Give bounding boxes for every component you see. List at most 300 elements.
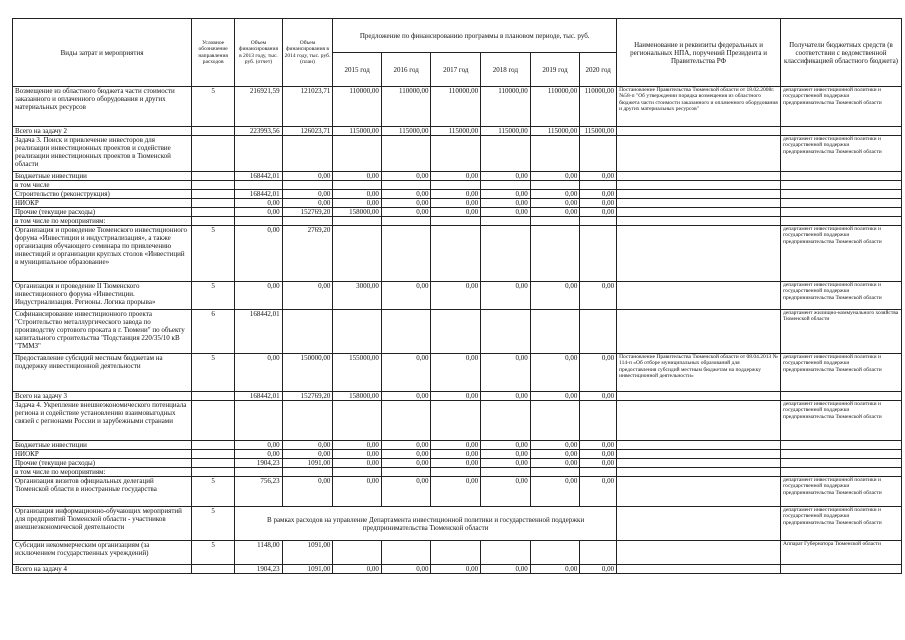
row-recipient: [781, 217, 902, 226]
value-year: 0,00: [530, 477, 580, 507]
value-year: 110000,00: [431, 87, 481, 127]
value-year: [481, 217, 531, 226]
value-year: 0,00: [431, 354, 481, 392]
row-recipient: [781, 441, 902, 450]
value-year: 0,00: [431, 282, 481, 310]
table-body: [13, 87, 902, 574]
value-year: 0,00: [481, 190, 531, 199]
row-code: [192, 468, 235, 477]
value-year: [333, 468, 382, 477]
value-year: [381, 136, 431, 172]
row-recipient: [781, 190, 902, 199]
value-year: [333, 136, 382, 172]
value-year: 0,00: [381, 282, 431, 310]
value-year: 158000,00: [333, 392, 382, 401]
value-year: 0,00: [580, 199, 617, 208]
value-year: [530, 136, 580, 172]
value-year: 0,00: [530, 172, 580, 181]
row-label: Всего на задачу 3: [13, 392, 192, 401]
row-npa: [617, 392, 781, 401]
value-2014: 0,00: [282, 441, 333, 450]
value-2014: [282, 401, 333, 441]
value-year: 0,00: [481, 282, 531, 310]
row-code: [192, 172, 235, 181]
value-2014: 0,00: [282, 282, 333, 310]
row-label: Прочие (текущие расходы): [13, 459, 192, 468]
value-year: 0,00: [381, 477, 431, 507]
row-recipient: [781, 181, 902, 190]
value-2014: 0,00: [282, 450, 333, 459]
value-year: 0,00: [333, 172, 382, 181]
row-npa: [617, 181, 781, 190]
value-year: 0,00: [431, 477, 481, 507]
row-code: [192, 136, 235, 172]
value-2013: 168442,01: [235, 392, 282, 401]
value-year: 0,00: [530, 459, 580, 468]
value-year: [580, 468, 617, 477]
value-2014: 1091,00: [282, 459, 333, 468]
row-recipient: департамент инвестиционной политики и государственной поддержки предпринимательства Тюменской области: [781, 401, 902, 441]
value-year: [431, 136, 481, 172]
row-npa: [617, 441, 781, 450]
row-code: 5: [192, 477, 235, 507]
table-row: [13, 541, 902, 565]
header-kind: Виды затрат и мероприятия: [13, 19, 192, 87]
value-year: [381, 181, 431, 190]
row-npa: [617, 507, 781, 541]
value-year: [530, 541, 580, 565]
row-code: [192, 181, 235, 190]
row-label: Организация информационно-обучающих мероприятий для предприятий Тюменской области - участников внешнеэкономической деятельности: [13, 507, 192, 541]
row-code: [192, 127, 235, 136]
budget-table: [12, 18, 902, 574]
value-2014: 152769,20: [282, 392, 333, 401]
value-year: [481, 226, 531, 282]
row-label: Всего на задачу 2: [13, 127, 192, 136]
value-2014: 152769,20: [282, 208, 333, 217]
row-npa: [617, 217, 781, 226]
row-recipient: [781, 565, 902, 574]
header-code: Условное обозначение направления расходов: [192, 19, 235, 87]
table-row: [13, 565, 902, 574]
row-recipient: [781, 208, 902, 217]
table-row: [13, 199, 902, 208]
value-2013: [235, 181, 282, 190]
value-2014: 1091,00: [282, 541, 333, 565]
row-code: 5: [192, 541, 235, 565]
value-year: 0,00: [333, 199, 382, 208]
value-year: [333, 541, 382, 565]
row-npa: [617, 450, 781, 459]
value-year: 115000,00: [481, 127, 531, 136]
value-year: 0,00: [381, 172, 431, 181]
value-year: [580, 310, 617, 354]
value-2013: 0,00: [235, 441, 282, 450]
value-year: 0,00: [580, 208, 617, 217]
row-label: Организация и проведение Тюменского инвестиционного форума «Инвестиции и индустриализация», а также организация обучающего семинара по привлечению инвестиций и организации круглых столов «Инвестиций в муниципальное образование»: [13, 226, 192, 282]
value-2014: 150000,00: [282, 354, 333, 392]
value-year: 0,00: [580, 459, 617, 468]
header-fin-2014: Объем финансирования в 2014 году, тыс. руб. (план): [282, 19, 333, 87]
row-code: [192, 190, 235, 199]
value-year: 158000,00: [333, 208, 382, 217]
row-npa: [617, 565, 781, 574]
row-npa: [617, 208, 781, 217]
row-npa: Постановление Правительства Тюменской области от 08.04.2013 № 114-п «Об отборе муниципальных образований для предоставления субсидий местным бюджетам на поддержку инвестиционной деятельности»: [617, 354, 781, 392]
row-npa: [617, 541, 781, 565]
row-code: [192, 401, 235, 441]
value-year: 0,00: [431, 208, 481, 217]
row-code: [192, 208, 235, 217]
row-label: Субсидии некоммерческим организациям (за исключением государственных учреждений): [13, 541, 192, 565]
value-year: 0,00: [333, 565, 382, 574]
row-npa: Постановление Правительства Тюменской области от 18.02.2008г. №58-п "Об утверждении порядка возмещения из областного бюджета части стоимости заказанного и оплаченного оборудования и других материальных ресурсов": [617, 87, 781, 127]
row-code: 5: [192, 282, 235, 310]
row-recipient: [781, 127, 902, 136]
row-label: Задача 3. Поиск и привлечение инвесторов для реализации инвестиционных проектов и содействие реализации инвестиционных проектов в Тюменской области: [13, 136, 192, 172]
value-year: [431, 217, 481, 226]
table-row: [13, 136, 902, 172]
value-year: [481, 310, 531, 354]
value-year: 115000,00: [381, 127, 431, 136]
value-2014: 0,00: [282, 190, 333, 199]
value-year: [530, 181, 580, 190]
row-recipient: департамент инвестиционной политики и государственной поддержки предпринимательства Тюменской области: [781, 226, 902, 282]
value-year: [381, 401, 431, 441]
value-year: [481, 541, 531, 565]
row-label: Возмещение из областного бюджета части стоимости заказанного и оплаченного оборудования и других материальных ресурсов: [13, 87, 192, 127]
header-year: 2018 год: [481, 53, 531, 87]
value-2014: [282, 468, 333, 477]
value-year: [381, 217, 431, 226]
value-2013: 0,00: [235, 450, 282, 459]
value-year: 0,00: [580, 354, 617, 392]
row-npa: [617, 199, 781, 208]
header-year: 2019 год: [530, 53, 580, 87]
value-2013: [235, 468, 282, 477]
row-recipient: департамент инвестиционной политики и государственной поддержки предпринимательства Тюменской области: [781, 87, 902, 127]
value-year: 110000,00: [530, 87, 580, 127]
header-fin-2013: Объем финансирования в 2013 году, тыс. руб. (отчет): [235, 19, 282, 87]
value-2013: 216921,59: [235, 87, 282, 127]
row-code: 5: [192, 354, 235, 392]
row-recipient: департамент инвестиционной политики и государственной поддержки предпринимательства Тюменской области: [781, 136, 902, 172]
value-year: 0,00: [580, 392, 617, 401]
value-year: 0,00: [530, 354, 580, 392]
row-recipient: департамент жилищно-коммунального хозяйства Тюменской области: [781, 310, 902, 354]
row-recipient: [781, 468, 902, 477]
value-year: 0,00: [381, 208, 431, 217]
value-year: 0,00: [431, 190, 481, 199]
value-year: [580, 226, 617, 282]
value-2014: 1091,00: [282, 565, 333, 574]
value-year: 0,00: [580, 190, 617, 199]
row-recipient: департамент инвестиционной политики и государственной поддержки предпринимательства Тюменской области: [781, 507, 902, 541]
value-year: 110000,00: [580, 87, 617, 127]
value-year: 0,00: [381, 190, 431, 199]
row-code: [192, 199, 235, 208]
value-year: [481, 181, 531, 190]
value-year: 0,00: [431, 392, 481, 401]
header-recipient: Получатели бюджетных средств (в соответствии с ведомственной классификацией областного бюджета): [781, 19, 902, 87]
value-year: 0,00: [580, 282, 617, 310]
value-2013: [235, 136, 282, 172]
value-year: 0,00: [431, 172, 481, 181]
value-year: [580, 181, 617, 190]
value-2013: 1148,00: [235, 541, 282, 565]
value-2013: [235, 217, 282, 226]
value-year: [333, 181, 382, 190]
value-year: 0,00: [481, 208, 531, 217]
row-label: в том числе по мероприятиям:: [13, 217, 192, 226]
value-year: [530, 401, 580, 441]
value-year: 0,00: [381, 565, 431, 574]
row-label: Задача 4. Укрепление внешнеэкономического потенциала региона и содействие установлению взаимовыгодных связей с регионами России и зарубежными странами: [13, 401, 192, 441]
header-proposals: Предложение по финансированию программы в плановом периоде, тыс. руб.: [333, 19, 617, 53]
value-year: 0,00: [381, 354, 431, 392]
value-year: 0,00: [530, 392, 580, 401]
value-2013: [235, 401, 282, 441]
row-code: 5: [192, 87, 235, 127]
header-year: 2015 год: [333, 53, 382, 87]
value-year: 0,00: [481, 172, 531, 181]
value-year: 0,00: [580, 477, 617, 507]
value-year: [381, 541, 431, 565]
row-recipient: [781, 450, 902, 459]
row-code: [192, 217, 235, 226]
table-row: [13, 450, 902, 459]
value-year: [580, 136, 617, 172]
value-year: [431, 226, 481, 282]
value-year: 0,00: [530, 450, 580, 459]
row-recipient: [781, 392, 902, 401]
value-year: 0,00: [431, 459, 481, 468]
value-year: 0,00: [431, 199, 481, 208]
value-year: 0,00: [333, 450, 382, 459]
value-year: [580, 541, 617, 565]
table-row: [13, 181, 902, 190]
row-recipient: департамент инвестиционной политики и государственной поддержки предпринимательства Тюменской области: [781, 282, 902, 310]
table-row: [13, 208, 902, 217]
value-year: [481, 468, 531, 477]
table-row: [13, 310, 902, 354]
row-label: Бюджетные инвестиции: [13, 441, 192, 450]
value-year: [381, 310, 431, 354]
table-row: [13, 392, 902, 401]
row-label: Бюджетные инвестиции: [13, 172, 192, 181]
row-npa: [617, 459, 781, 468]
table-row: [13, 217, 902, 226]
value-year: 0,00: [530, 208, 580, 217]
row-npa: [617, 310, 781, 354]
value-2013: 0,00: [235, 282, 282, 310]
table-row: [13, 477, 902, 507]
row-code: [192, 565, 235, 574]
row-label: Предоставление субсидий местным бюджетам на поддержку инвестиционной деятельности: [13, 354, 192, 392]
value-year: 0,00: [481, 477, 531, 507]
value-year: [431, 468, 481, 477]
row-label: Софинансирование инвестиционного проекта "Строительство металлургического завода по производству сортового проката в г. Тюмени" по объекту капитального строительства "Подстанция 220/35/10 кВ "ТММЗ": [13, 310, 192, 354]
value-year: [333, 310, 382, 354]
value-year: [333, 226, 382, 282]
value-year: 0,00: [381, 459, 431, 468]
header-year: 2016 год: [381, 53, 431, 87]
value-2014: 0,00: [282, 172, 333, 181]
value-year: [431, 541, 481, 565]
value-year: [431, 401, 481, 441]
value-year: 0,00: [381, 450, 431, 459]
value-year: [381, 468, 431, 477]
value-year: 3000,00: [333, 282, 382, 310]
value-2013: 1904,23: [235, 459, 282, 468]
table-row: [13, 127, 902, 136]
value-year: 110000,00: [333, 87, 382, 127]
value-2013: 0,00: [235, 354, 282, 392]
header-year: 2017 год: [431, 53, 481, 87]
value-year: [530, 217, 580, 226]
row-label: Всего на задачу 4: [13, 565, 192, 574]
value-2014: [282, 310, 333, 354]
header-npa: Наименование и реквизиты федеральных и региональных НПА, поручений Президента и Правительства РФ: [617, 19, 781, 87]
row-npa: [617, 190, 781, 199]
value-2013: 0,00: [235, 208, 282, 217]
table-row: [13, 282, 902, 310]
value-year: [481, 136, 531, 172]
row-code: [192, 441, 235, 450]
value-year: 0,00: [481, 199, 531, 208]
value-year: [530, 310, 580, 354]
table-row: [13, 172, 902, 181]
value-year: 0,00: [530, 565, 580, 574]
value-2013: 223993,56: [235, 127, 282, 136]
row-label: Организация визитов официальных делегаций Тюменской области в иностранные государства: [13, 477, 192, 507]
value-year: 0,00: [381, 392, 431, 401]
value-year: 110000,00: [481, 87, 531, 127]
row-label: Организация и проведение II Тюменского инвестиционного форума «Инвестиции. Индустриализация. Регионы. Логика прорыва»: [13, 282, 192, 310]
value-year: [431, 181, 481, 190]
value-year: [481, 401, 531, 441]
value-year: 0,00: [530, 199, 580, 208]
row-code: 5: [192, 226, 235, 282]
row-npa: [617, 401, 781, 441]
value-year: 0,00: [333, 441, 382, 450]
merged-note: В рамках расходов на управление Департамента инвестиционной политики и государственной поддержки предпринимательства Тюменской области: [235, 507, 617, 541]
value-year: 0,00: [381, 199, 431, 208]
value-year: [530, 226, 580, 282]
row-recipient: департамент инвестиционной политики и государственной поддержки предпринимательства Тюменской области: [781, 477, 902, 507]
value-year: [333, 217, 382, 226]
row-recipient: департамент инвестиционной политики и государственной поддержки предпринимательства Тюменской области: [781, 354, 902, 392]
table-row: [13, 190, 902, 199]
value-year: 0,00: [580, 565, 617, 574]
value-year: 0,00: [431, 565, 481, 574]
row-code: [192, 450, 235, 459]
value-year: 0,00: [580, 450, 617, 459]
row-npa: [617, 477, 781, 507]
value-year: 155000,00: [333, 354, 382, 392]
value-2013: 0,00: [235, 199, 282, 208]
value-year: 115000,00: [580, 127, 617, 136]
table-row: [13, 459, 902, 468]
value-year: 0,00: [530, 190, 580, 199]
value-2014: [282, 136, 333, 172]
value-year: 0,00: [431, 441, 481, 450]
value-2013: 0,00: [235, 226, 282, 282]
table-row: [13, 507, 902, 541]
row-npa: [617, 282, 781, 310]
value-2013: 168442,01: [235, 172, 282, 181]
value-year: [580, 401, 617, 441]
value-year: 0,00: [481, 392, 531, 401]
value-2014: 0,00: [282, 477, 333, 507]
value-year: 0,00: [481, 459, 531, 468]
value-year: 0,00: [580, 441, 617, 450]
table-row: [13, 468, 902, 477]
row-npa: [617, 136, 781, 172]
row-npa: [617, 127, 781, 136]
row-npa: [617, 468, 781, 477]
value-2014: 126023,71: [282, 127, 333, 136]
row-label: Строительство (реконструкция): [13, 190, 192, 199]
value-year: 115000,00: [530, 127, 580, 136]
value-2014: [282, 217, 333, 226]
value-year: 115000,00: [333, 127, 382, 136]
value-2014: 0,00: [282, 199, 333, 208]
value-2013: 168442,01: [235, 310, 282, 354]
value-2013: 756,23: [235, 477, 282, 507]
value-year: [381, 226, 431, 282]
value-year: 110000,00: [381, 87, 431, 127]
value-year: 0,00: [530, 441, 580, 450]
value-year: [530, 468, 580, 477]
value-year: 0,00: [481, 450, 531, 459]
value-2013: 168442,01: [235, 190, 282, 199]
value-year: [580, 217, 617, 226]
value-year: 0,00: [481, 565, 531, 574]
table-row: [13, 401, 902, 441]
value-year: 0,00: [481, 354, 531, 392]
row-label: НИОКР: [13, 450, 192, 459]
table-row: [13, 226, 902, 282]
value-year: 0,00: [530, 282, 580, 310]
row-recipient: [781, 172, 902, 181]
header-year: 2020 год: [580, 53, 617, 87]
row-label: в том числе по мероприятиям:: [13, 468, 192, 477]
value-2014: [282, 181, 333, 190]
value-2014: 121023,71: [282, 87, 333, 127]
value-year: 0,00: [580, 172, 617, 181]
row-recipient: [781, 459, 902, 468]
row-code: [192, 392, 235, 401]
value-year: [333, 401, 382, 441]
value-year: 0,00: [481, 441, 531, 450]
value-2013: 1904,23: [235, 565, 282, 574]
value-year: 115000,00: [431, 127, 481, 136]
row-code: 6: [192, 310, 235, 354]
row-label: Прочие (текущие расходы): [13, 208, 192, 217]
row-label: НИОКР: [13, 199, 192, 208]
row-code: [192, 459, 235, 468]
row-recipient: Аппарат Губернатора Тюменской области: [781, 541, 902, 565]
row-code: 5: [192, 507, 235, 541]
value-year: 0,00: [333, 477, 382, 507]
value-year: 0,00: [381, 441, 431, 450]
table-row: [13, 354, 902, 392]
row-npa: [617, 226, 781, 282]
table-row: [13, 441, 902, 450]
value-year: 0,00: [333, 459, 382, 468]
value-year: 0,00: [333, 190, 382, 199]
